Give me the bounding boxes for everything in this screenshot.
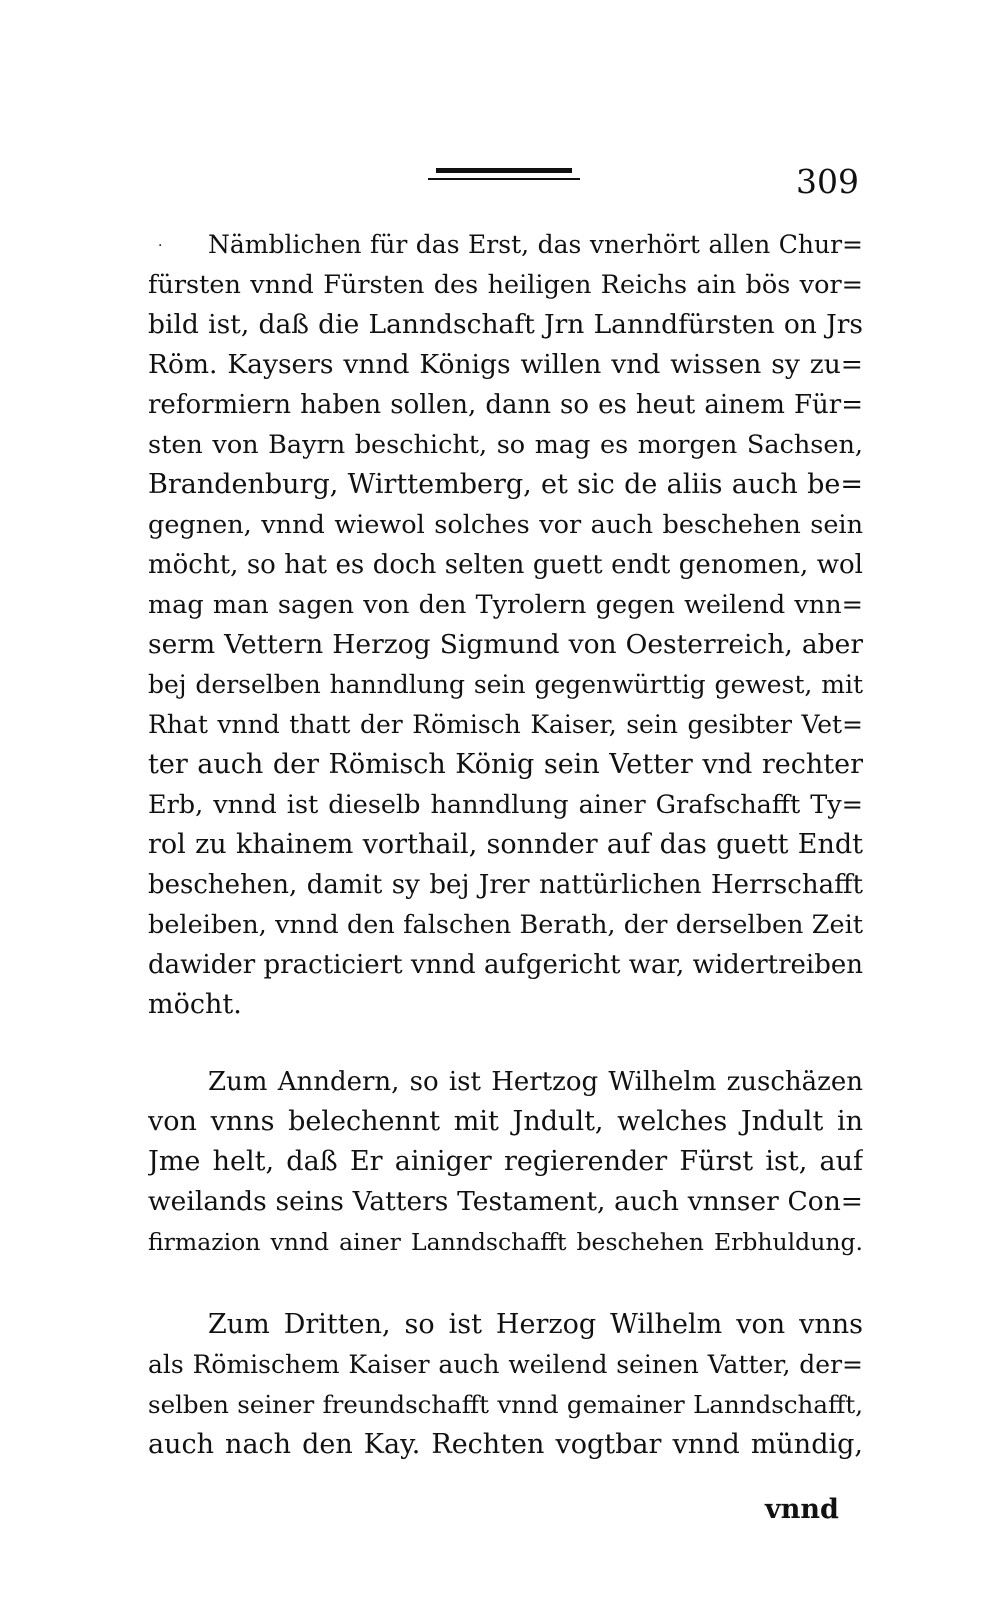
text-line: serm Vettern Herzog Sigmund von Oesterreich, aber	[148, 629, 863, 660]
text-line: Röm. Kaysers vnnd Königs willen vnd wissen sy zu=	[148, 349, 863, 380]
text-line: gegnen, vnnd wiewol solches vor auch beschehen sein	[148, 510, 863, 540]
text-line: Zum Anndern, so ist Hertzog Wilhelm zuschäzen	[208, 1067, 863, 1097]
header-rule-thin	[428, 178, 580, 180]
header-ornament-rule	[428, 168, 580, 182]
text-line: rol zu khainem vorthail, sonnder auf das guett Endt	[148, 829, 863, 860]
text-line: Nämblichen für das Erst, das vnerhört allen Chur=	[208, 230, 863, 259]
text-line: weilands seins Vatters Testament, auch vnnser Con=	[148, 1186, 863, 1217]
text-line: sten von Bayrn beschicht, so mag es morgen Sachsen,	[148, 430, 863, 460]
text-line: bej derselben hanndlung sein gegenwürttig gewest, mit	[148, 670, 863, 699]
paragraph-2	[148, 1062, 863, 1262]
text-line: firmazion vnnd ainer Lanndschafft beschehen Erbhuldung.	[148, 1228, 863, 1256]
text-line: ter auch der Römisch König sein Vetter vnd rechter	[148, 749, 863, 780]
text-line: als Römischem Kaiser auch weilend seinen Vatter, der=	[148, 1350, 863, 1379]
text-line: möcht.	[148, 989, 242, 1020]
text-line: Erb, vnnd ist dieselb hanndlung ainer Grafschafft Ty=	[148, 790, 863, 820]
text-line: auch nach den Kay. Rechten vogtbar vnnd mündig,	[148, 1429, 863, 1460]
catchword: vnnd	[765, 1494, 839, 1525]
text-line: bild ist, daß die Lanndschaft Jrn Lanndfürsten on Jrs	[148, 309, 863, 340]
text-line: mag man sagen von den Tyrolern gegen weilend vnn=	[148, 590, 863, 620]
text-line: selben seiner freundschafft vnnd gemainer Lanndschafft,	[148, 1390, 863, 1419]
text-line: beleiben, vnnd den falschen Berath, der derselben Zeit	[148, 910, 863, 940]
text-line: Rhat vnnd thatt der Römisch Kaiser, sein gesibter Vet=	[148, 710, 863, 739]
text-line: Jme helt, daß Er ainiger regierender Fürst ist, auf	[148, 1146, 863, 1177]
text-line: Zum Dritten, so ist Herzog Wilhelm von vnns	[208, 1309, 863, 1340]
text-line: dawider practiciert vnnd aufgericht war, widertreiben	[148, 950, 863, 980]
text-line: beschehen, damit sy bej Jrer nattürlichen Herrschafft	[148, 870, 863, 900]
margin-dot: ·	[158, 238, 163, 254]
text-line: möcht, so hat es doch selten guett endt genomen, wol	[148, 550, 863, 580]
text-line: Brandenburg, Wirttemberg, et sic de aliis auch be=	[148, 469, 863, 500]
paragraph-3	[148, 1305, 863, 1465]
page-number: 309	[796, 162, 859, 201]
text-line: fürsten vnnd Fürsten des heiligen Reichs ain bös vor=	[148, 270, 863, 300]
paragraph-1	[148, 225, 863, 1025]
text-line: reformiern haben sollen, dann so es heut ainem Für=	[148, 390, 863, 420]
header-rule-thick	[436, 168, 572, 173]
text-line: von vnns belechennt mit Jndult, welches Jndult in	[148, 1106, 863, 1137]
